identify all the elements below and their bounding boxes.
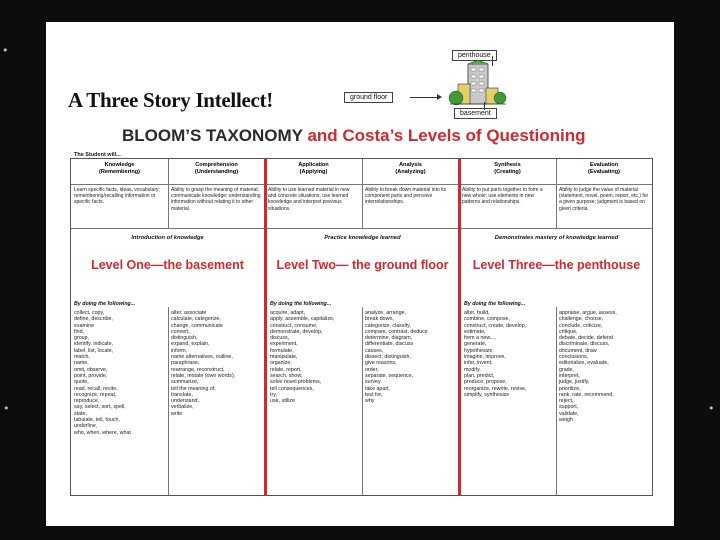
- verb-item: test for,: [365, 391, 383, 398]
- verb-item: identify, indicate,: [74, 341, 114, 348]
- verb-item: imagine, improve,: [464, 354, 506, 361]
- column-subheader: (Remembering): [98, 169, 141, 175]
- verb-item: produce, propose,: [464, 379, 507, 386]
- verb-item: survey: [365, 379, 381, 386]
- level-three-band: [461, 229, 652, 289]
- verb-item: paraphrase,: [171, 360, 200, 367]
- column-header: Synthesis: [494, 162, 521, 168]
- verb-item: point, provide,: [74, 372, 108, 379]
- verb-item: solve novel problems,: [270, 379, 322, 386]
- column-description: Ability to put parts together to form a new whole; use elements in new patterns and relationships.: [459, 185, 556, 229]
- verb-item: understand,: [171, 398, 199, 405]
- taxonomy-subtitle: [122, 126, 585, 146]
- column-description: Ability to grasp the meaning of material; communicate knowledge; understanding information without relating it to other material.: [168, 185, 265, 229]
- verb-item: omit, observe,: [74, 366, 108, 373]
- verb-item: tabulate, tell, touch,: [74, 417, 120, 424]
- verb-item: state,: [74, 410, 87, 417]
- column-description: Learn specific facts, ideas, vocabulary; remembering/recalling information or specific facts.: [71, 185, 168, 229]
- verb-item: underline,: [74, 423, 98, 430]
- verb-item: conclude, criticize,: [559, 322, 603, 329]
- verb-item: use, utilize: [270, 398, 296, 405]
- level-one-band: [71, 229, 264, 289]
- verb-item: reject,: [559, 398, 574, 405]
- verb-item: expand, explain,: [171, 341, 210, 348]
- level-title: Level Two— the ground floor: [276, 258, 449, 272]
- verb-item: analyze, arrange,: [365, 310, 406, 316]
- column-header: Application: [298, 162, 329, 168]
- verb-item: relate, report,: [270, 366, 302, 373]
- page-title: A Three Story Intellect!: [68, 88, 273, 112]
- verb-item: find,: [74, 328, 85, 335]
- level-divider: [264, 159, 267, 495]
- verb-item: combine, compose,: [464, 316, 510, 323]
- subtitle-bloom: BLOOM’S TAXONOMY: [122, 126, 303, 145]
- verb-item: generate,: [464, 341, 487, 348]
- column-divider: [168, 307, 169, 495]
- verb-list-evaluation: [559, 310, 617, 423]
- verb-item: validate,: [559, 410, 579, 417]
- verb-item: reorganize, rewrite, revise,: [464, 385, 527, 392]
- ground-floor-label: ground floor: [344, 92, 393, 103]
- verb-item: construct, create, develop,: [464, 322, 527, 329]
- verb-item: change, communicate: [171, 322, 223, 329]
- column-subheader: (Creating): [494, 169, 521, 175]
- by-doing-label: By doing the following...: [74, 301, 136, 307]
- pointer-line: [484, 102, 485, 110]
- taxonomy-table: [70, 158, 653, 496]
- level-title: Level One—the basement: [91, 258, 244, 272]
- verb-item: causes,: [365, 347, 384, 354]
- student-will-label: The Student will...: [74, 152, 121, 158]
- slide-dot-icon: •: [2, 44, 9, 57]
- by-doing-label: By doing the following...: [464, 301, 526, 307]
- verb-item: tell the meaning of,: [171, 385, 216, 392]
- level-intro: Introduction of knowledge: [131, 235, 204, 241]
- verb-item: alter, build,: [464, 310, 490, 316]
- verb-item: say, select, sort, spell,: [74, 404, 126, 411]
- column-subheader: (Applying): [299, 169, 328, 175]
- verb-item: match,: [74, 354, 90, 361]
- verb-item: debate, decide, defend: [559, 335, 613, 342]
- verb-item: verbalize,: [171, 404, 194, 411]
- column-divider: [362, 159, 363, 229]
- verb-item: name alternatives, outline,: [171, 354, 233, 361]
- verb-item: write: [171, 410, 183, 417]
- verb-item: experiment,: [270, 341, 298, 348]
- verb-item: weigh: [559, 417, 573, 424]
- column-subheader: (Analyzing): [395, 169, 426, 175]
- verb-item: organize,: [270, 360, 292, 367]
- verb-item: prioritize,: [559, 385, 581, 392]
- verb-item: separate, sequence,: [365, 372, 414, 379]
- subtitle-costa: and Costa’s Levels of Questioning: [307, 126, 586, 145]
- verb-item: dissect, distinguish,: [365, 354, 411, 361]
- column-description: Ability to break down material into its component parts and perceive interrelationships.: [362, 185, 459, 229]
- verb-item: editorialize, evaluate,: [559, 360, 609, 367]
- verb-item: read, recall, recite,: [74, 385, 118, 392]
- verb-item: calculate, categorize,: [171, 316, 221, 323]
- verb-item: translate,: [171, 391, 193, 398]
- verb-item: demonstrate, develop,: [270, 328, 323, 335]
- verb-item: summarize,: [171, 379, 199, 386]
- level-two-band: [267, 229, 458, 289]
- level-intro: Practice knowledge learned: [324, 235, 401, 241]
- verb-item: grade,: [559, 366, 575, 373]
- building-icon: [448, 60, 510, 110]
- verb-item: interpret,: [559, 372, 580, 379]
- worksheet-page: [46, 22, 674, 526]
- level-title: Level Three—the penthouse: [472, 258, 641, 272]
- verb-item: determine, diagram,: [365, 335, 413, 342]
- verb-item: discriminate, discuss,: [559, 341, 610, 348]
- verb-item: conclusions,: [559, 354, 589, 361]
- verb-item: support,: [559, 404, 579, 411]
- verb-item: rank, rate, recommend,: [559, 391, 614, 398]
- verb-item: differentiate, discuss: [365, 341, 414, 348]
- verb-item: compare, contrast, deduce: [365, 328, 428, 335]
- arrow-icon: [410, 97, 440, 98]
- slide-dot-icon: •: [708, 402, 715, 415]
- verb-item: group,: [74, 335, 90, 342]
- verb-item: examine: [74, 322, 95, 329]
- verb-item: collect, copy,: [74, 310, 105, 316]
- verb-list-analysis: [365, 310, 428, 404]
- verb-item: infer, invent,: [464, 360, 493, 367]
- column-header: Analysis: [398, 162, 422, 168]
- verb-item: categorize, classify,: [365, 322, 411, 329]
- slide-dot-icon: •: [3, 402, 10, 415]
- verb-item: plan, predict,: [464, 372, 495, 379]
- column-description: Ability to use learned material in new and concrete situations; use learned knowledge and interpret previous situations.: [265, 185, 362, 229]
- verb-item: quote,: [74, 379, 89, 386]
- verb-item: tell consequences,: [270, 385, 314, 392]
- column-header: Comprehension: [195, 162, 238, 168]
- column-divider: [362, 307, 363, 495]
- verb-item: judge, justify,: [559, 379, 590, 386]
- verb-item: try,: [270, 391, 277, 398]
- verb-item: name,: [74, 360, 89, 367]
- column-divider: [168, 159, 169, 229]
- basement-label: basement: [454, 108, 497, 119]
- verb-item: discuss,: [270, 335, 290, 342]
- by-doing-label: By doing the following...: [270, 301, 332, 307]
- level-divider: [458, 159, 461, 495]
- verb-item: label, list, locate,: [74, 347, 114, 354]
- verb-item: document, draw: [559, 347, 597, 354]
- verb-item: acquire, adapt,: [270, 310, 306, 316]
- verb-item: hypothesize,: [464, 347, 494, 354]
- verb-item: reproduce,: [74, 398, 100, 405]
- column-divider: [556, 159, 557, 229]
- verb-item: estimate,: [464, 328, 486, 335]
- verb-item: critique,: [559, 328, 578, 335]
- verb-list-comprehension: [171, 310, 235, 417]
- column-subheader: (Understanding): [194, 169, 239, 175]
- verb-item: take apart,: [365, 385, 391, 392]
- verb-list-application: [270, 310, 334, 404]
- column-subheader: (Evaluating): [587, 169, 620, 175]
- verb-item: modify,: [464, 366, 481, 373]
- verb-item: challenge, choose,: [559, 316, 604, 323]
- column-description: Ability to judge the value of material (statement, novel, poem, report, etc.) for a given purpose; judgment is based on given criteria.: [556, 185, 652, 229]
- verb-item: form a new...,: [464, 335, 496, 342]
- verb-list-synthesis: [464, 310, 526, 398]
- verb-item: formulate,: [270, 347, 294, 354]
- verb-item: distinguish,: [171, 335, 198, 342]
- verb-item: who, when, where, what: [74, 429, 131, 436]
- level-intro: Demonstrates mastery of knowledge learned: [494, 235, 619, 241]
- pointer-line: [492, 56, 493, 66]
- verb-item: relate, restate (own words),: [171, 372, 236, 379]
- verb-item: why: [365, 398, 375, 405]
- verb-item: appraise, argue, assess,: [559, 310, 617, 316]
- verb-item: define, describe,: [74, 316, 113, 323]
- verb-item: alter, associate: [171, 310, 207, 316]
- verb-item: apply, assemble, capitalize,: [270, 316, 335, 323]
- verb-item: manipulate,: [270, 354, 298, 361]
- verb-item: simplify, synthesize: [464, 391, 510, 398]
- verb-item: inform,: [171, 347, 188, 354]
- verb-item: rearrange, reconstruct,: [171, 366, 225, 373]
- verb-item: order,: [365, 366, 379, 373]
- verb-item: give reasons,: [365, 360, 397, 367]
- penthouse-label: penthouse: [452, 50, 497, 61]
- verb-item: break down,: [365, 316, 394, 323]
- verb-item: recognize, repeat,: [74, 391, 117, 398]
- verb-list-knowledge: [74, 310, 131, 436]
- column-header: Knowledge: [104, 162, 135, 168]
- verb-item: convert,: [171, 328, 190, 335]
- column-divider: [556, 307, 557, 495]
- verb-item: search, show,: [270, 372, 303, 379]
- verb-item: construct, consume,: [270, 322, 318, 329]
- column-header: Evaluation: [589, 162, 619, 168]
